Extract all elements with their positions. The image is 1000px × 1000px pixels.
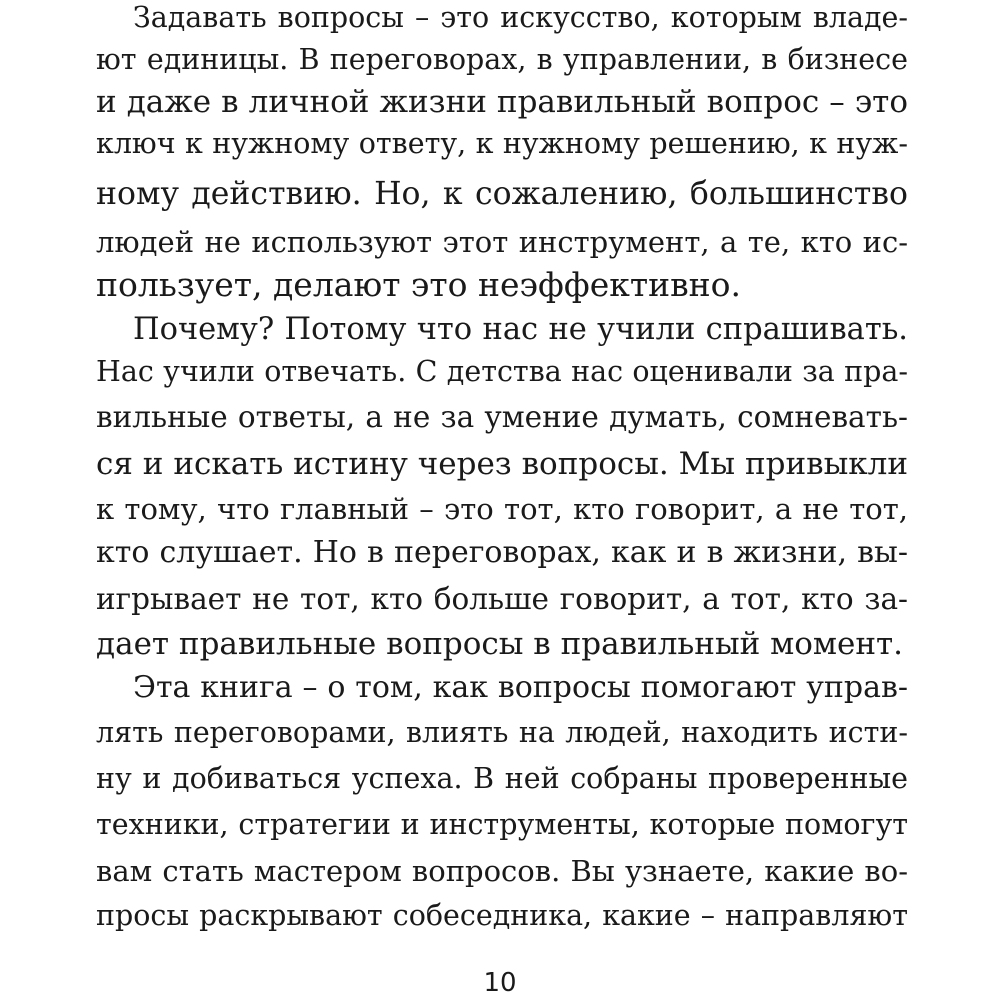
page-number: 10	[483, 968, 517, 998]
text-line: ному действию. Но, к сожалению, большинство	[96, 176, 908, 212]
text-line: лять переговорами, влиять на людей, находить исти-	[96, 716, 908, 749]
text-line: кто слушает. Но в переговорах, как и в жизни, вы-	[96, 535, 908, 570]
text-line: ну и добиваться успеха. В ней собраны проверенные	[96, 762, 908, 795]
text-line: Нас учили отвечать. С детства нас оценивали за пра-	[96, 355, 908, 388]
text-line: людей не используют этот инструмент, а те, кто ис-	[96, 225, 908, 259]
text-line: просы раскрывают собеседника, какие – направляют	[96, 899, 908, 932]
text-line: ключ к нужному ответу, к нужному решению, к нуж-	[96, 127, 908, 160]
text-line: ют единицы. В переговорах, в управлении, в бизнесе	[96, 43, 908, 76]
text-line: Эта книга – о том, как вопросы помогают управ-	[133, 670, 908, 705]
text-line: и даже в личной жизни правильный вопрос – это	[96, 84, 908, 120]
text-line: Задавать вопросы – это искусство, которым владе-	[133, 1, 908, 34]
text-line: игрывает не тот, кто больше говорит, а тот, кто за-	[96, 582, 908, 616]
text-line: вильные ответы, а не за умение думать, сомневать-	[96, 400, 908, 434]
text-line: пользует, делают это неэффективно.	[96, 265, 742, 304]
text-line: вам стать мастером вопросов. Вы узнаете, какие во-	[96, 854, 908, 888]
text-line: дает правильные вопросы в правильный момент.	[96, 626, 904, 662]
text-line: техники, стратегии и инструменты, которые помогут	[96, 808, 908, 841]
text-line: к тому, что главный – это тот, кто говорит, а не тот,	[96, 492, 908, 526]
text-line: ся и искать истину через вопросы. Мы привыкли	[96, 446, 908, 482]
text-line: Почему? Потому что нас не учили спрашивать.	[133, 312, 908, 347]
